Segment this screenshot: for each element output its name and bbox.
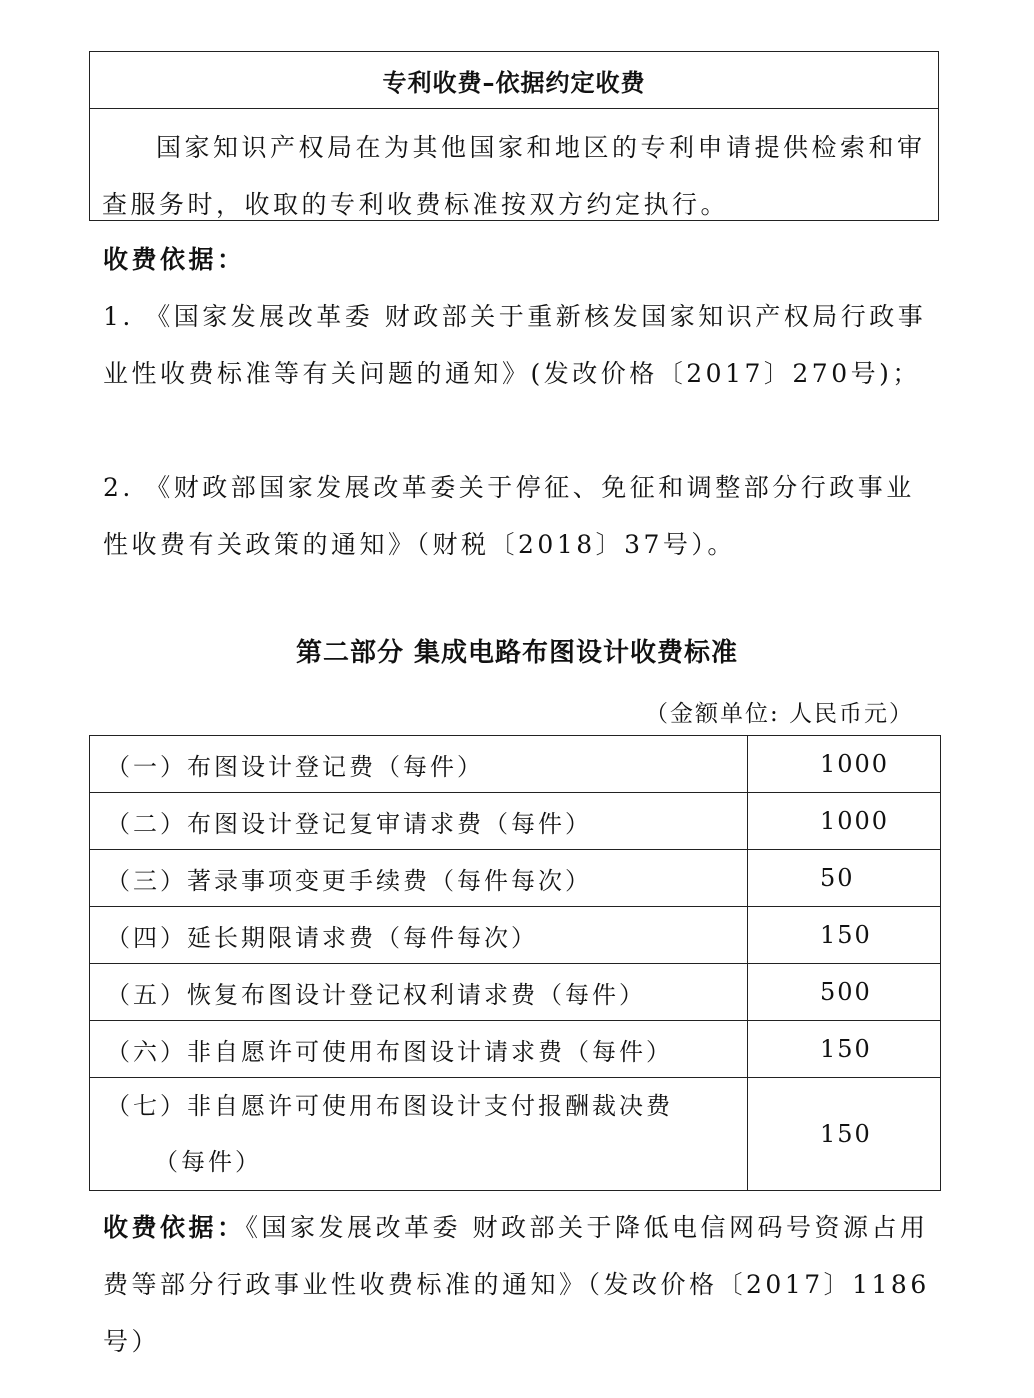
- fee-item: [90, 1078, 748, 1191]
- fee-basis-2-text: 《国家发展改革委 财政部关于降低电信网码号资源占用费等部分行政事业性收费标准的通知》（发改价格〔2017〕1186号）: [103, 1213, 930, 1356]
- fee-basis-item-2: 2. 《财政部国家发展改革委关于停征、免征和调整部分行政事业性收费有关政策的通知》（财税〔2018〕37号）。: [103, 473, 915, 559]
- fee-item: （三）著录事项变更手续费（每件每次）: [90, 850, 748, 907]
- patent-fee-box: [89, 51, 939, 221]
- fee-basis-item-1: 1. 《国家发展改革委 财政部关于重新核发国家知识产权局行政事业性收费标准等有关问题的通知》(发改价格〔2017〕270号)；: [103, 302, 927, 388]
- fee-item-line-1: （七）非自愿许可使用布图设计支付报酬裁决费: [106, 1092, 673, 1120]
- fee-item: （四）延长期限请求费（每件每次）: [90, 907, 748, 964]
- fee-item: （六）非自愿许可使用布图设计请求费（每件）: [90, 1021, 748, 1078]
- fee-amount: 1000: [748, 793, 941, 850]
- fee-item: （五）恢复布图设计登记权利请求费（每件）: [90, 964, 748, 1021]
- fee-amount: 50: [748, 850, 941, 907]
- fee-basis-2-label: 收费依据：: [103, 1213, 246, 1242]
- fee-amount: 500: [748, 964, 941, 1021]
- amount-unit-note: （金额单位: 人民币元）: [644, 701, 914, 727]
- fee-amount: 150: [748, 1078, 941, 1191]
- table-row: [90, 907, 941, 964]
- layout-design-fee-table: [89, 735, 941, 1191]
- patent-fee-box-body: 国家知识产权局在为其他国家和地区的专利申请提供检索和审查服务时，收取的专利收费标准按双方约定执行。: [102, 133, 926, 219]
- fee-amount: 150: [748, 907, 941, 964]
- table-row: [90, 1078, 941, 1191]
- fee-amount: 1000: [748, 736, 941, 793]
- fee-item: （二）布图设计登记复审请求费（每件）: [90, 793, 748, 850]
- fee-amount: 150: [748, 1021, 941, 1078]
- fee-item: （一）布图设计登记费（每件）: [90, 736, 748, 793]
- fee-item-line-2: （每件）: [154, 1148, 262, 1176]
- table-row: [90, 793, 941, 850]
- table-row: [90, 850, 941, 907]
- table-row: [90, 736, 941, 793]
- table-row: [90, 964, 941, 1021]
- patent-fee-box-title: 专利收费–依据约定收费: [90, 52, 938, 109]
- fee-basis-2: [103, 1199, 933, 1370]
- table-row: [90, 1021, 941, 1078]
- section-title: 第二部分 集成电路布图设计收费标准: [295, 638, 739, 668]
- fee-basis-label: 收费依据：: [103, 245, 246, 274]
